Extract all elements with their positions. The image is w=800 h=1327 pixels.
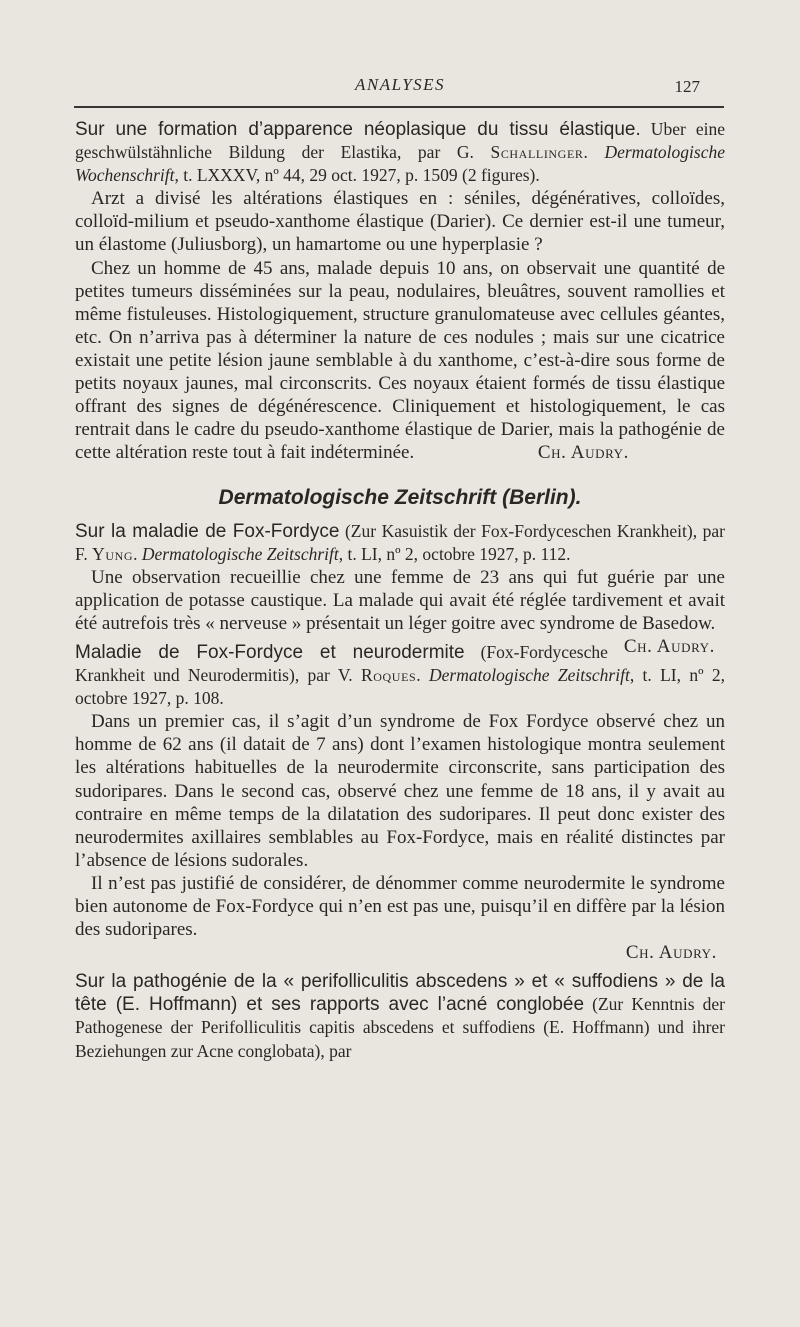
- page-number: 127: [674, 77, 700, 96]
- article-3-author: Roques: [361, 665, 417, 686]
- article-1-paragraph-2-text: Chez un homme de 45 ans, malade depuis 10 ans, on observait une quantité de petites tumeurs disséminées sur la peau, nodulaires, bleuâtres, souvent ramollies et même fistuleuses. Histologiquement, structure granulomateuse avec cellules géantes, etc. On n’arriva pas à déterminer la nature de ces nodules ; mais sur une cicatrice existait une petite lésion jaune semblable à du xanthome, c’est-à-dire sous forme de petits noyaux jaunes, mal circonscrits. Ces noyaux étaient formés de tissu élastique offrant des signes de dégénérescence. Cliniquement et histologiquement, le cas rentrait dans le cadre du pseudo-xanthome élastique de Darier, mais la pathogénie de cette altération reste tout à fait indéterminée.: [75, 257, 725, 464]
- article-2-cite-c: , t. LI, nº 2, octobre 1927, p. 112.: [338, 543, 571, 564]
- running-title: ANALYSES: [354, 75, 446, 94]
- article-1-signature: Ch. Audry.: [537, 442, 629, 464]
- article-3-paragraph-2: Il n’est pas justifié de considérer, de dénommer comme neurodermite le syndrome bien autonome de Fox-Fordyce qui n’en est pas une, puisqu’il en diffère par la lésion des sudoripares.: [75, 872, 725, 941]
- page-content: [75, 118, 725, 1063]
- header-rule: [74, 106, 724, 108]
- article-3-cite-b: .: [416, 665, 429, 686]
- article-1-journal: Dermatologische Wochenschrift: [75, 142, 726, 186]
- article-1-citation: [75, 118, 725, 187]
- article-2-signature: Ch. Audry.: [623, 635, 715, 657]
- article-2-cite-b: .: [133, 543, 142, 564]
- article-1-paragraph-2: [75, 257, 725, 465]
- article-1-cite-a: Uber eine geschwülstähnliche Bildung der Elastika, par G.: [75, 119, 725, 163]
- article-3-cite-a: (Fox-Fordycesche Krankheit und Neurodermitis), par V.: [75, 641, 608, 686]
- article-1-paragraph-1: Arzt a divisé les altérations élastiques en : séniles, dégénératives, colloïdes, colloïd-milium et pseudo-xanthome élastique (Darier). Ce dernier est-il une tumeur, un élastome (Juliusborg), un hamartome ou une hyperplasie ?: [75, 188, 725, 256]
- article-1-cite-c: , t. LXXXV, nº 44, 29 oct. 1927, p. 1509 (2 figures).: [174, 165, 540, 186]
- article-2-journal: Dermatologische Zeitschrift: [141, 543, 339, 564]
- article-3-cite-c: , t. LI, nº 2, octobre 1927, p. 108.: [75, 665, 725, 709]
- article-2-citation: [75, 520, 725, 566]
- article-4-cite-a: (Zur Kenntnis der Pathogenese der Perifolliculitis capitis abscedens et suffodiens (E. Hoffmann) und ihrer Beziehungen zur Acne conglobata), par: [75, 994, 725, 1061]
- section-title: Dermatologische Zeitschrift (Berlin).: [218, 486, 582, 510]
- article-4-heading: Sur la pathogénie de la « perifolliculitis abscedens » et « suffodiens » de la tête (E. Hoffmann) et ses rapports avec l’acné conglobée: [75, 971, 725, 1016]
- article-1-cite-b: .: [583, 142, 605, 163]
- article-3-signature: Ch. Audry.: [625, 942, 717, 964]
- article-1-author: Schallinger: [490, 142, 584, 163]
- article-2-paragraph-1-text: Une observation recueillie chez une femme de 23 ans qui fut guérie par une application de potasse caustique. La malade qui avait été réglée tardivement et avait été autrefois très « nerveuse » présentait un léger goitre avec syndrome de Basedow.: [75, 566, 725, 634]
- article-2-cite-a: (Zur Kasuistik der Fox-Fordyceschen Krankheit), par F.: [75, 520, 725, 564]
- article-3-journal: Dermatologische Zeitschrift: [429, 665, 630, 686]
- article-1-heading: Sur une formation d’apparence néoplasique du tissu élastique.: [75, 119, 641, 140]
- article-4-citation: [75, 970, 725, 1062]
- article-2-heading: Sur la maladie de Fox-Fordyce: [75, 520, 340, 542]
- article-3-paragraph-1: Dans un premier cas, il s’agit d’un syndrome de Fox Fordyce observé chez un homme de 62 ans (il datait de 7 ans) dont l’examen histologique montra seulement les altérations habituelles de la neurodermite circonscrite, sans participation des sudoripares. Dans le second cas, observé chez une femme de 18 ans, il y avait au contraire en même temps de la dilatation des sudoripares. Il peut donc exister des neurodermites axillaires semblables au Fox-Fordyce, mais en réalité distinctes par l’absence de lésions sudorales.: [75, 711, 725, 871]
- article-3-heading: Maladie de Fox-Fordyce et neurodermite: [75, 641, 465, 663]
- article-2-author: Yung: [92, 543, 134, 564]
